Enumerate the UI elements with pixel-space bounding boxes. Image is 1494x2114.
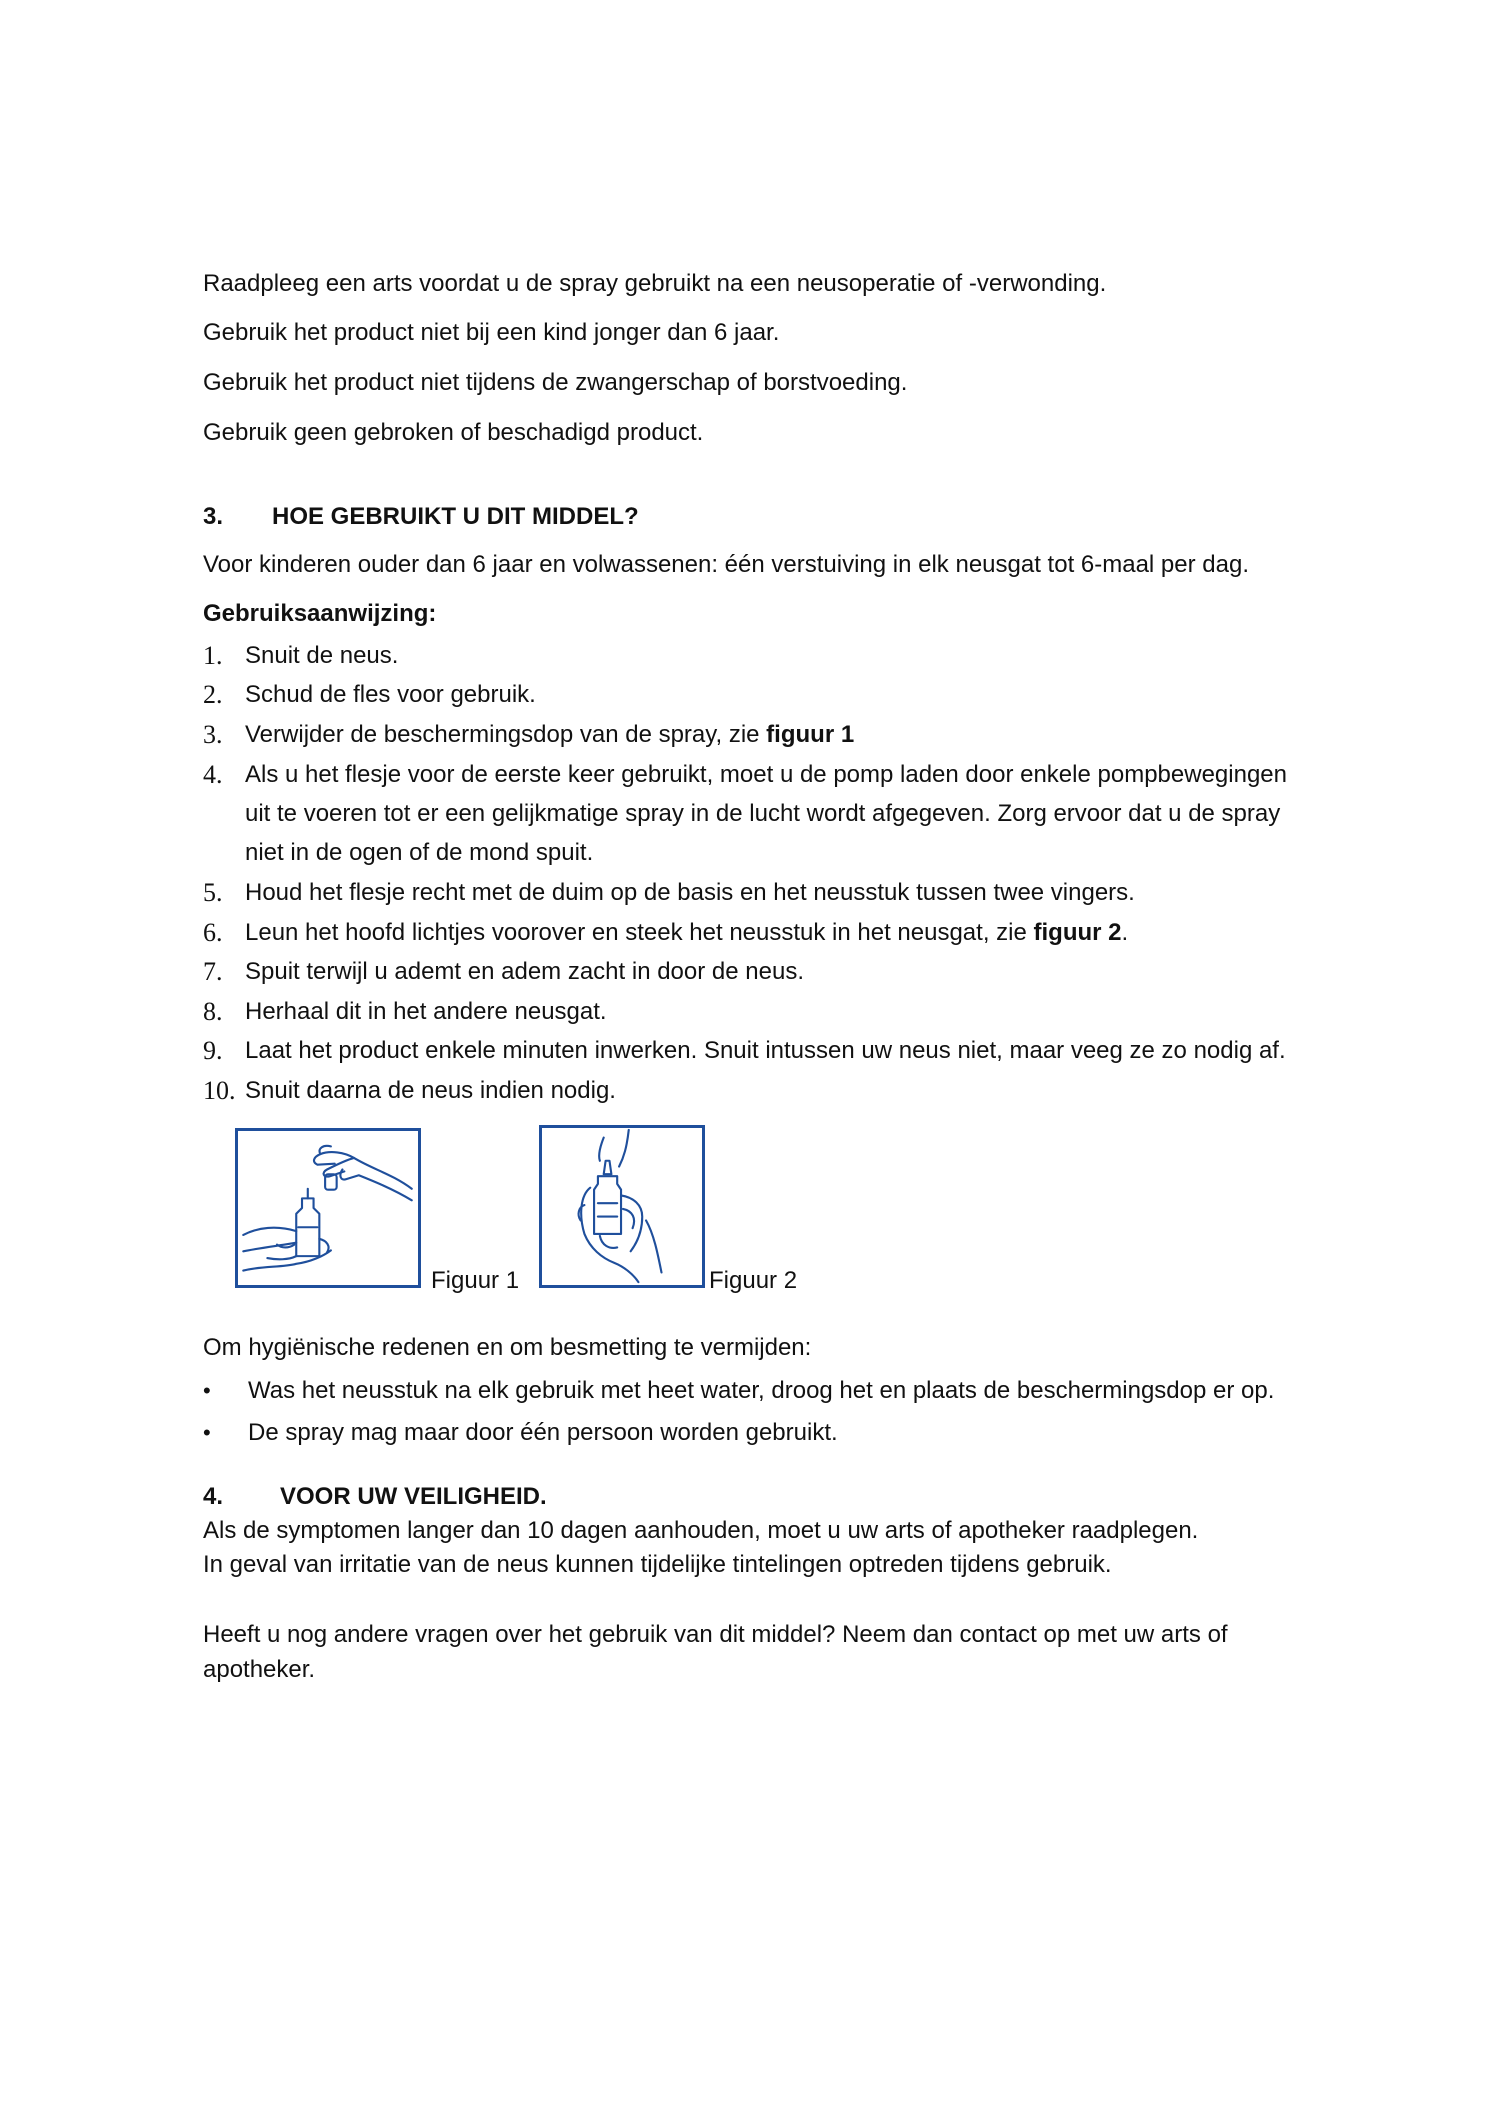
figure-1-reference: figuur 1 (766, 721, 855, 748)
step-number: 2. (203, 680, 223, 709)
figure-2 (539, 1125, 705, 1288)
figure-1-caption: Figuur 1 (431, 1267, 520, 1294)
section4-number: 4. (203, 1483, 224, 1510)
intro-line-3: Gebruik het product niet tijdens de zwangerschap of borstvoeding. (203, 369, 908, 396)
step-text: Herhaal dit in het andere neusgat. (245, 998, 607, 1025)
step-text: Als u het flesje voor de eerste keer gebruikt, moet u de pomp laden door enkele pompbewegingen (245, 761, 1287, 788)
figure-1 (235, 1128, 421, 1288)
step-text: Snuit de neus. (245, 642, 399, 669)
step-text: Verwijder de beschermingsdop van de spray, zie figuur 1 (245, 721, 855, 748)
closing-line-2: apotheker. (203, 1656, 316, 1683)
hygiene-bullet-1: Was het neusstuk na elk gebruik met heet water, droog het en plaats de beschermingsdop er op. (248, 1377, 1275, 1404)
section4-line-1: Als de symptomen langer dan 10 dagen aanhouden, moet u uw arts of apotheker raadplegen. (203, 1517, 1199, 1544)
hand-holding-spray-icon (542, 1128, 702, 1285)
instructions-heading: Gebruiksaanwijzing: (203, 600, 437, 627)
step-number: 8. (203, 997, 223, 1026)
figure-2-caption: Figuur 2 (709, 1267, 798, 1294)
intro-line-2: Gebruik het product niet bij een kind jonger dan 6 jaar. (203, 319, 780, 346)
step-text: Schud de fles voor gebruik. (245, 681, 536, 708)
step-text: uit te voeren tot er een gelijkmatige spray in de lucht wordt afgegeven. Zorg ervoor dat u de spray (245, 800, 1281, 827)
closing-line-1: Heeft u nog andere vragen over het gebruik van dit middel? Neem dan contact op met uw arts of (203, 1621, 1228, 1648)
step-number: 9. (203, 1036, 223, 1065)
step-number: 4. (203, 760, 223, 789)
step-text: niet in de ogen of de mond spuit. (245, 839, 594, 866)
hygiene-intro: Om hygiënische redenen en om besmetting te vermijden: (203, 1334, 812, 1361)
dosage-text: Voor kinderen ouder dan 6 jaar en volwassenen: één verstuiving in elk neusgat tot 6-maal per dag. (203, 551, 1249, 578)
step-number: 6. (203, 918, 223, 947)
section3-number: 3. (203, 503, 224, 530)
hand-removing-cap-icon (238, 1131, 418, 1285)
bullet-marker: • (203, 1378, 211, 1403)
step-number: 1. (203, 641, 223, 670)
step-text: Spuit terwijl u ademt en adem zacht in door de neus. (245, 958, 804, 985)
figure-2-reference: figuur 2 (1033, 919, 1122, 946)
bullet-marker: • (203, 1420, 211, 1445)
step-number: 5. (203, 878, 223, 907)
step-text: Leun het hoofd lichtjes voorover en steek het neusstuk in het neusgat, zie figuur 2. (245, 919, 1129, 946)
section4-title: VOOR UW VEILIGHEID. (280, 1483, 547, 1510)
step-number: 3. (203, 720, 223, 749)
section3-title: HOE GEBRUIKT U DIT MIDDEL? (272, 503, 639, 530)
step-number: 10. (203, 1076, 236, 1105)
step-text: Snuit daarna de neus indien nodig. (245, 1077, 616, 1104)
intro-line-4: Gebruik geen gebroken of beschadigd product. (203, 419, 704, 446)
intro-line-1: Raadpleeg een arts voordat u de spray gebruikt na een neusoperatie of -verwonding. (203, 270, 1107, 297)
step-number: 7. (203, 957, 223, 986)
step-text: Laat het product enkele minuten inwerken. Snuit intussen uw neus niet, maar veeg ze zo nodig af. (245, 1037, 1286, 1064)
hygiene-bullet-2: De spray mag maar door één persoon worden gebruikt. (248, 1419, 838, 1446)
step-text: Houd het flesje recht met de duim op de basis en het neusstuk tussen twee vingers. (245, 879, 1135, 906)
section4-line-2: In geval van irritatie van de neus kunnen tijdelijke tintelingen optreden tijdens gebruik. (203, 1551, 1112, 1578)
